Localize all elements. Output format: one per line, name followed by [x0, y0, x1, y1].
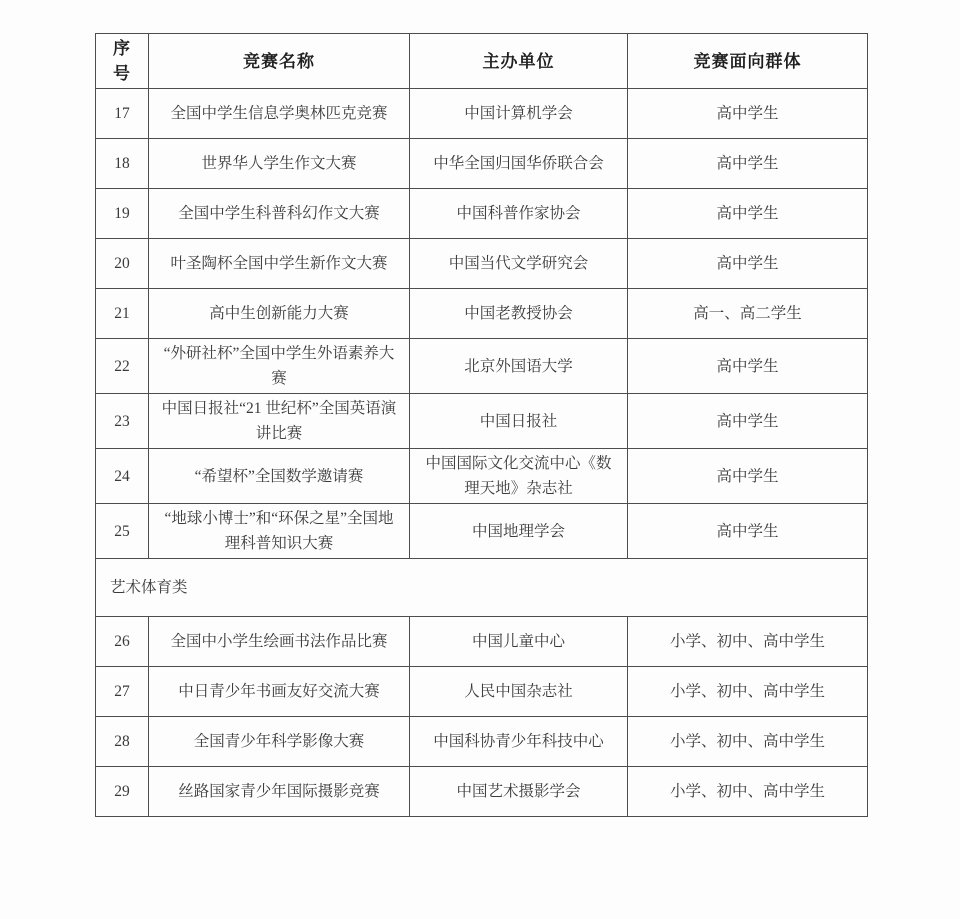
row-index: 22 [96, 339, 149, 394]
target-group: 小学、初中、高中学生 [628, 667, 868, 717]
target-group: 高中学生 [628, 239, 868, 289]
row-index: 24 [96, 449, 149, 504]
col-header-target-group: 竞赛面向群体 [628, 34, 868, 89]
table-header [96, 34, 868, 89]
target-group: 高中学生 [628, 189, 868, 239]
table-row [96, 189, 868, 239]
organizer: 中国艺术摄影学会 [410, 767, 628, 817]
row-index: 23 [96, 394, 149, 449]
organizer: 中国科协青少年科技中心 [410, 717, 628, 767]
target-group: 高中学生 [628, 504, 868, 559]
competition-name: 中日青少年书画友好交流大赛 [149, 667, 410, 717]
organizer: 北京外国语大学 [410, 339, 628, 394]
competition-name: 叶圣陶杯全国中学生新作文大赛 [149, 239, 410, 289]
row-index: 21 [96, 289, 149, 339]
table-row [96, 239, 868, 289]
row-index: 20 [96, 239, 149, 289]
row-index: 25 [96, 504, 149, 559]
organizer: 中国计算机学会 [410, 89, 628, 139]
competition-name: “地球小博士”和“环保之星”全国地理科普知识大赛 [149, 504, 410, 559]
organizer: 中国国际文化交流中心《数理天地》杂志社 [410, 449, 628, 504]
row-index: 18 [96, 139, 149, 189]
target-group: 高中学生 [628, 394, 868, 449]
table-row [96, 89, 868, 139]
organizer: 中华全国归国华侨联合会 [410, 139, 628, 189]
row-index: 19 [96, 189, 149, 239]
col-header-competition-name: 竞赛名称 [149, 34, 410, 89]
row-index: 27 [96, 667, 149, 717]
competition-name: 丝路国家青少年国际摄影竞赛 [149, 767, 410, 817]
target-group: 高中学生 [628, 449, 868, 504]
target-group: 高中学生 [628, 339, 868, 394]
competition-name: 全国中学生信息学奥林匹克竞赛 [149, 89, 410, 139]
table-row [96, 617, 868, 667]
target-group: 高中学生 [628, 89, 868, 139]
row-index: 17 [96, 89, 149, 139]
competition-name: 中国日报社“21 世纪杯”全国英语演讲比赛 [149, 394, 410, 449]
competition-name: 高中生创新能力大赛 [149, 289, 410, 339]
organizer: 中国地理学会 [410, 504, 628, 559]
competition-name: 世界华人学生作文大赛 [149, 139, 410, 189]
row-index: 28 [96, 717, 149, 767]
target-group: 小学、初中、高中学生 [628, 617, 868, 667]
table-row [96, 139, 868, 189]
competitions-table [95, 33, 868, 817]
col-header-organizer: 主办单位 [410, 34, 628, 89]
table-row [96, 667, 868, 717]
table-body [96, 89, 868, 817]
table-row [96, 504, 868, 559]
table-row [96, 717, 868, 767]
organizer: 中国当代文学研究会 [410, 239, 628, 289]
competition-name: 全国中学生科普科幻作文大赛 [149, 189, 410, 239]
organizer: 中国儿童中心 [410, 617, 628, 667]
table-row [96, 449, 868, 504]
table-row [96, 394, 868, 449]
organizer: 中国老教授协会 [410, 289, 628, 339]
row-index: 26 [96, 617, 149, 667]
competition-name: “外研社杯”全国中学生外语素养大赛 [149, 339, 410, 394]
competition-name: 全国中小学生绘画书法作品比赛 [149, 617, 410, 667]
target-group: 高一、高二学生 [628, 289, 868, 339]
target-group: 小学、初中、高中学生 [628, 767, 868, 817]
organizer: 中国日报社 [410, 394, 628, 449]
header-row [96, 34, 868, 89]
section-row [96, 559, 868, 617]
table-row [96, 339, 868, 394]
table-row [96, 767, 868, 817]
organizer: 中国科普作家协会 [410, 189, 628, 239]
row-index: 29 [96, 767, 149, 817]
col-header-index: 序号 [96, 34, 149, 89]
table-row [96, 289, 868, 339]
competition-name: 全国青少年科学影像大赛 [149, 717, 410, 767]
section-label: 艺术体育类 [96, 559, 868, 617]
competition-name: “希望杯”全国数学邀请赛 [149, 449, 410, 504]
target-group: 高中学生 [628, 139, 868, 189]
organizer: 人民中国杂志社 [410, 667, 628, 717]
target-group: 小学、初中、高中学生 [628, 717, 868, 767]
